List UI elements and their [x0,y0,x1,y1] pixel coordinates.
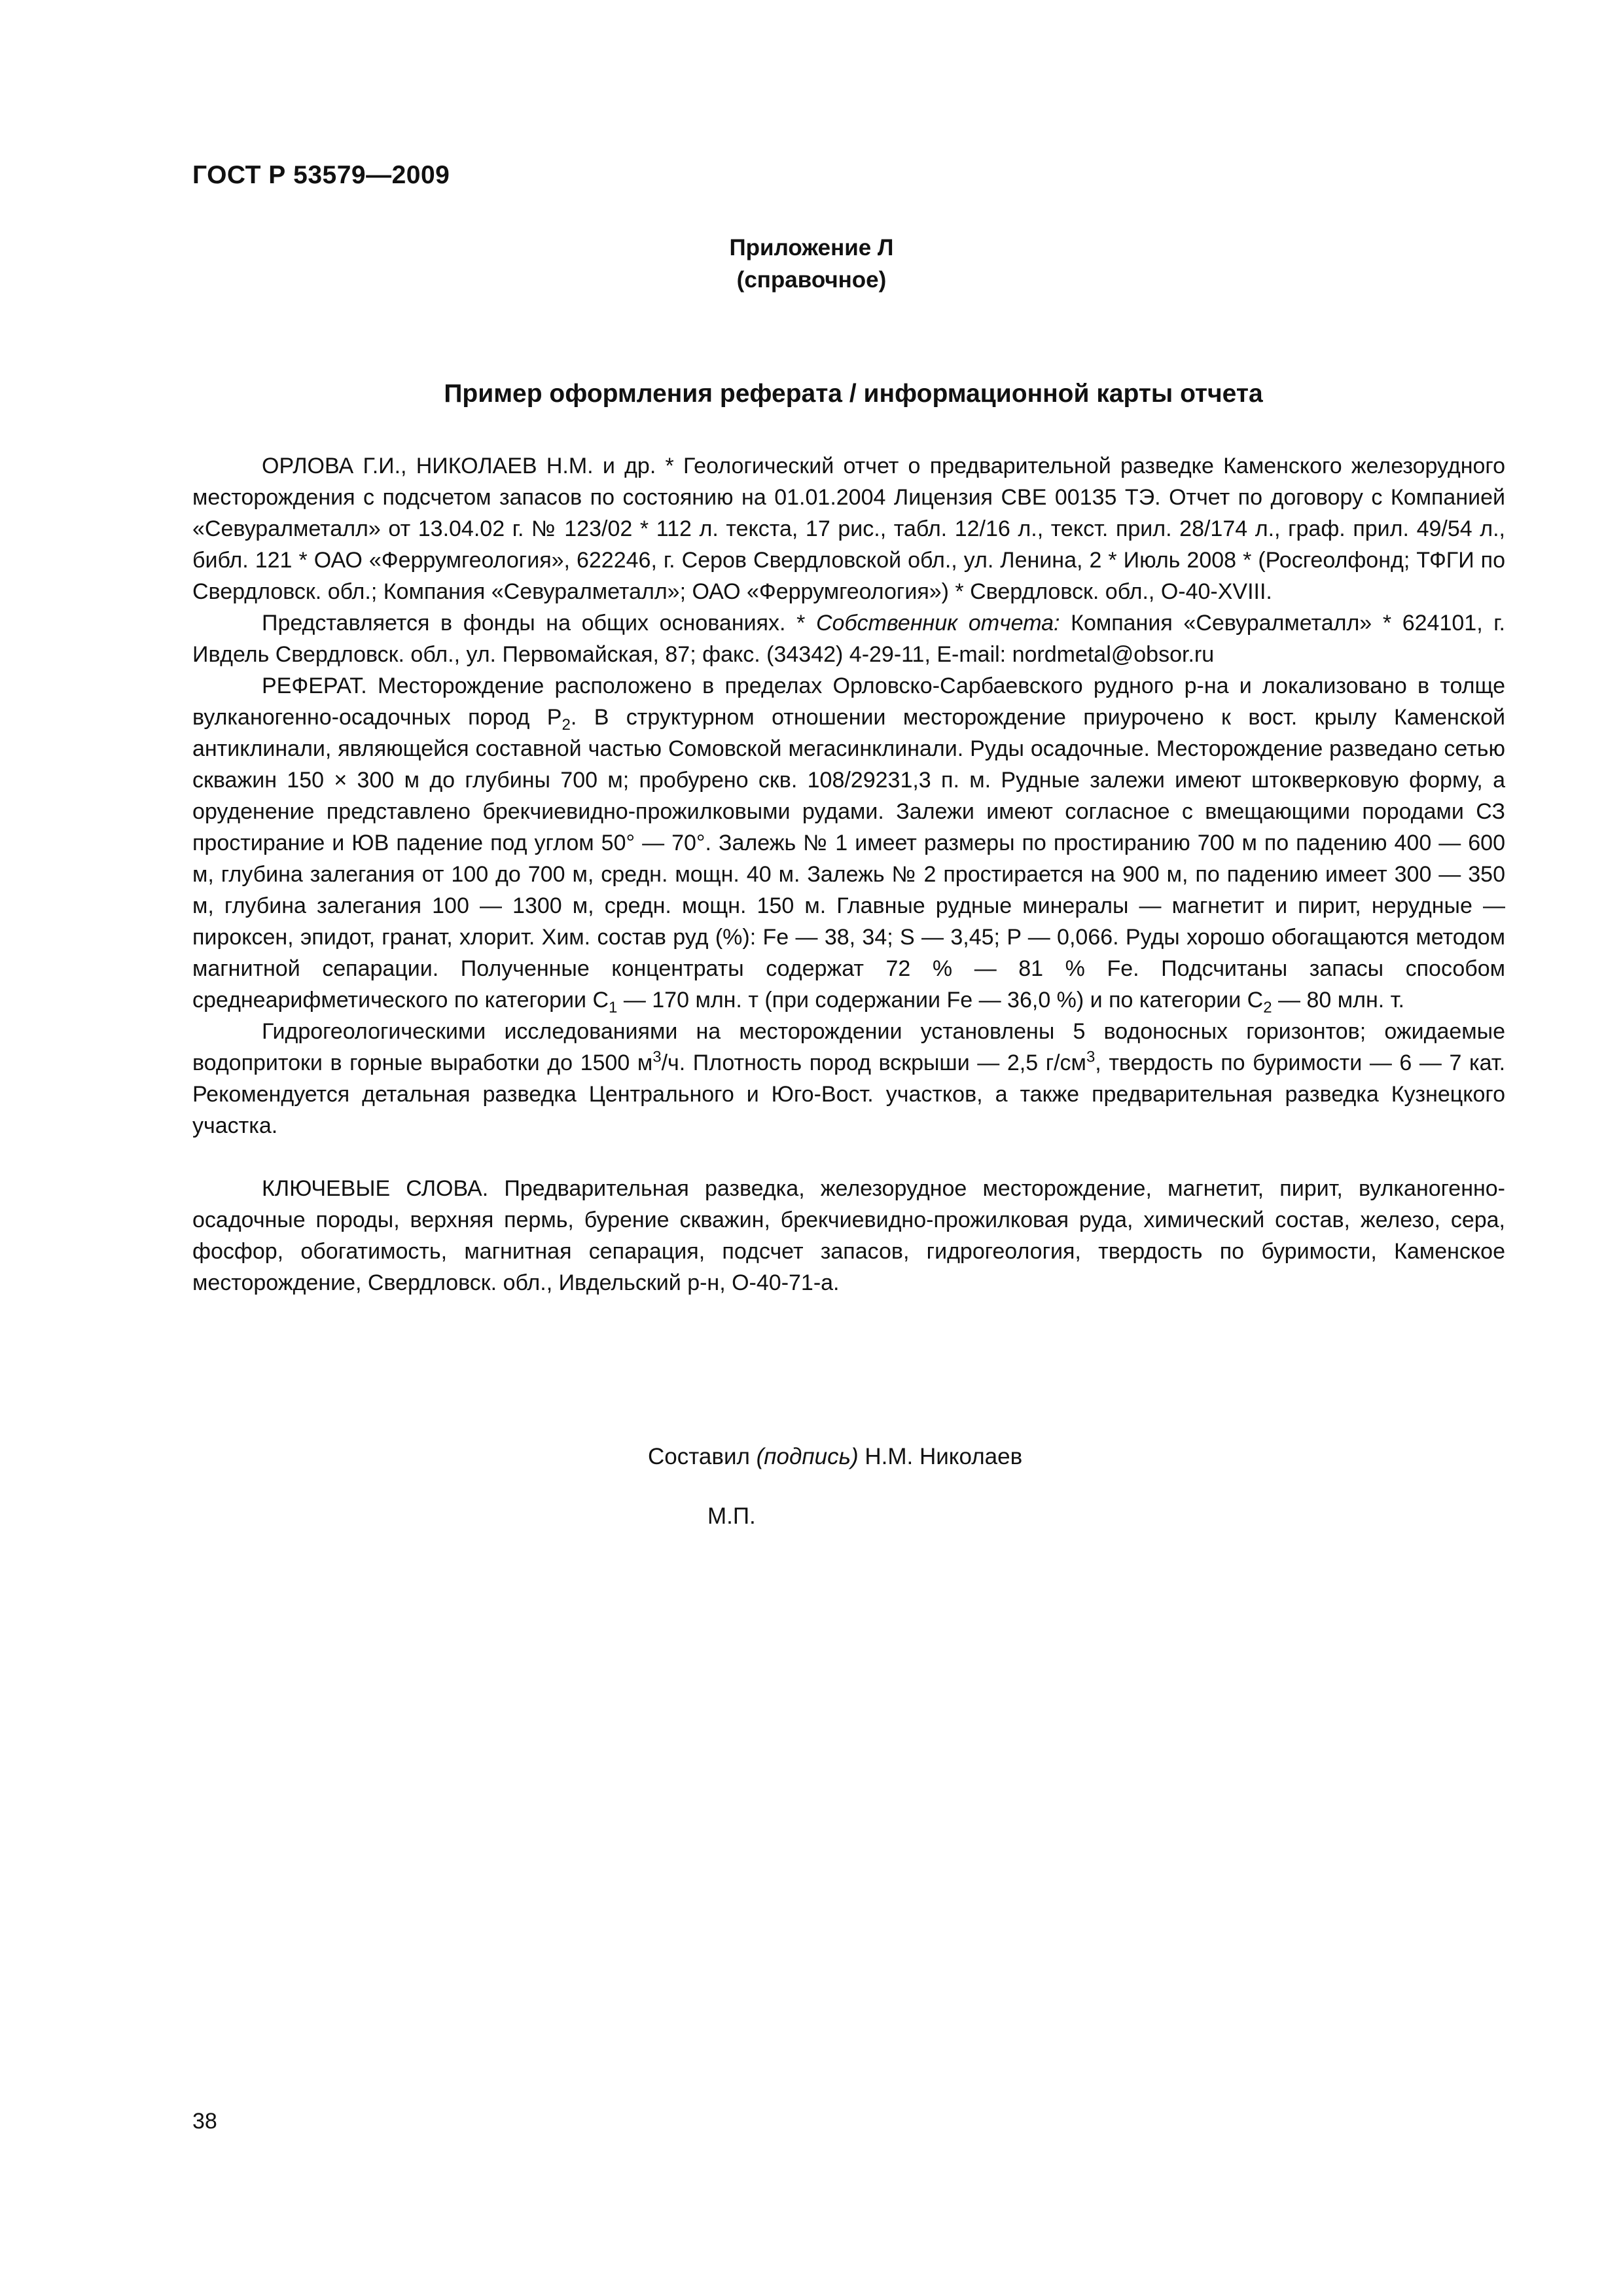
page-number: 38 [192,2109,217,2134]
subscript: 1 [609,998,618,1016]
signature-hint: (подпись) [756,1444,859,1469]
abstract-text-c: — 170 млн. т (при содержании Fe — 36,0 %) и по категории С [617,988,1264,1013]
superscript: 3 [652,1048,662,1066]
compiled-by-label: Составил [648,1444,757,1469]
hydro-text-c: , твердость по буримости — 6 — 7 кат. Рекомендуется детальная разведка Центрального и Юго-Вост. участков, а также предварительная разведка Кузнецкого участка. [192,1050,1506,1138]
keywords-paragraph: КЛЮЧЕВЫЕ СЛОВА. Предварительная разведка, железорудное месторождение, магнетит, пирит, вулканогенно-осадочные породы, верхняя пермь, бурение скважин, брекчиевидно-прожилковая руда, химический состав, железо, сера, фосфор, обогатимость, магнитная сепарация, подсчет запасов, гидрогеология, твердость по буримости, Каменское месторождение, Свердловск. обл., Ивдельский р-н, О-40-71-а. [192,1176,1505,1295]
appendix-title: Приложение Л [729,235,894,260]
hydrogeology-paragraph [192,1016,1505,1141]
subscript: 2 [562,715,571,734]
subscript: 2 [1263,998,1272,1016]
author-name: Н.М. Николаев [858,1444,1023,1469]
owner-label: Собственник отчета: [816,611,1060,636]
bibliographic-paragraph: ОРЛОВА Г.И., НИКОЛАЕВ Н.М. и др. * Геологический отчет о предварительной разведке Каменского железорудного месторождения с подсчетом запасов по состоянию на 01.01.2004 Лицензия СВЕ 00135 ТЭ. Отчет по договору с Компанией «Севуралметалл» от 13.04.02 г. № 123/02 * 112 л. текста, 17 рис., табл. 12/16 л., текст. прил. 28/174 л., граф. прил. 49/54 л., библ. 121 * ОАО «Феррумгеология», 622246, г. Серов Свердловской обл., ул. Ленина, 2 * Июль 2008 * (Росгеолфонд; ТФГИ по Свердловск. обл.; Компания «Севуралметалл»; ОАО «Феррумгеология») * Свердловск. обл., О-40-XVIII. [192,454,1505,604]
document-title: Пример оформления реферата / информационной карты отчета [444,380,1263,408]
abstract-text-d: — 80 млн. т. [1272,988,1404,1013]
superscript: 3 [1086,1048,1096,1066]
owner-text-a: Представляется в фонды на общих основаниях. * [262,611,816,636]
standard-number: ГОСТ Р 53579—2009 [192,161,450,189]
stamp-placeholder: М.П. [707,1503,756,1529]
hydro-text-a: Гидрогеологическими исследованиями на месторождении установлены 5 водоносных горизонтов; ожидаемые водопритоки в горные выработки до 1500 м [192,1019,1505,1075]
signature-line [648,1444,1022,1470]
abstract-text-b: . В структурном отношении месторождение приурочено к вост. крылу Каменской антиклинали, являющейся составной частью Сомовской мегасинклинали. Руды осадочные. Месторождение разведано сетью скважин 150 × 300 м до глубины 700 м; пробурено скв. 108/29231,3 п. м. Рудные залежи имеют штокверковую форму, а оруденение представлено брекчиевидно-прожилковыми рудами. Залежи имеют согласное с вмещающими породами СЗ простирание и ЮВ падение под углом 50° — 70°. Залежь № 1 имеет размеры по простиранию 700 м по падению 400 — 600 м, глубина залегания от 100 до 700 м, средн. мощн. 40 м. Залежь № 2 простирается на 900 м, по падению имеет 300 — 350 м, глубина залегания 100 — 1300 м, средн. мощн. 150 м. Главные рудные минералы — магнетит и пирит, нерудные — пироксен, эпидот, гранат, хлорит. Хим. состав руд (%): Fe — 38, 34; S — 3,45; P — 0,066. Руды хорошо обогащаются методом магнитной сепарации. Полученные концентраты содержат 72 % — 81 % Fe. Подсчитаны запасы способом среднеарифметического по категории С [192,705,1505,1013]
owner-paragraph [192,607,1505,670]
hydro-text-b: /ч. Плотность пород вскрыши — 2,5 г/см [661,1050,1086,1075]
owner-text-b: Компания «Севуралметалл» * 624101, г. Ивдель Свердловск. обл., ул. Первомайская, 87; факс. (34342) 4-29-11, E-mail: nordmetal@obsor.ru [192,611,1505,667]
appendix-note: (справочное) [736,267,887,293]
abstract-body [192,450,1505,1299]
abstract-paragraph [192,670,1505,1016]
abstract-text-a: РЕФЕРАТ. Месторождение расположено в пределах Орловско-Сарбаевского рудного р-на и локализовано в толще вулканогенно-осадочных пород Р [192,673,1505,730]
